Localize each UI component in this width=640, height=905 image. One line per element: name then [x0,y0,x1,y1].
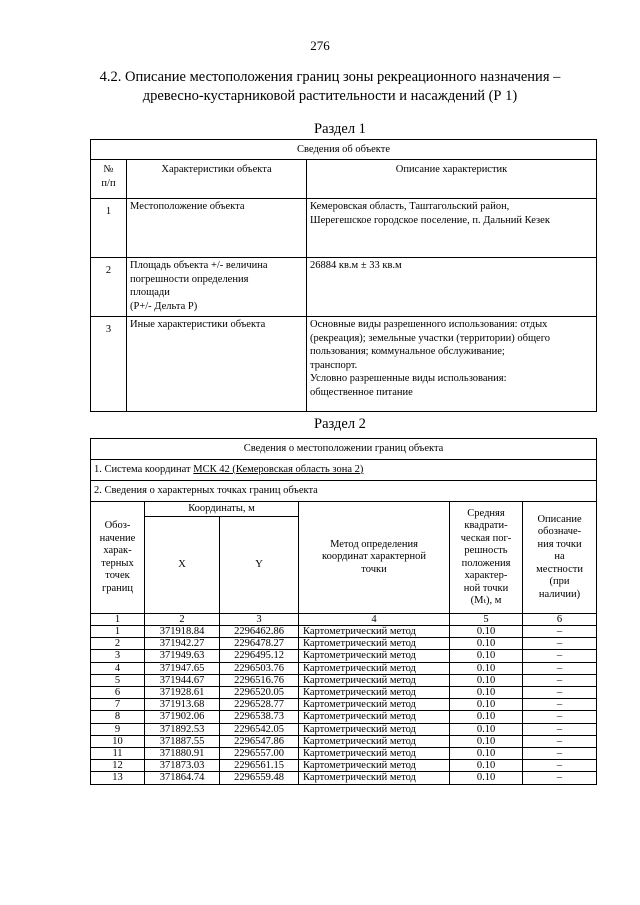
point-mse: 0.10 [450,626,523,638]
col-characteristics-header: Характеристики объекта [127,160,307,199]
table-row [91,626,597,638]
object-info-header: Сведения об объекте [91,140,597,160]
column-index: 3 [220,614,299,626]
header-line: Описание [537,513,582,525]
header-line: (при [549,576,570,588]
col-y-header: Y [220,517,299,614]
header-line: координат характерной [322,551,426,563]
row-description: 26884 кв.м ± 33 кв.м [307,258,597,317]
point-method: Картометрический метод [299,687,450,699]
col-method-header [299,502,450,614]
row-characteristic [127,258,307,317]
boundary-info-header: Сведения о местоположении границ объекта [91,439,597,460]
description-line: Условно разрешенные виды использования: [310,373,507,384]
point-number: 8 [91,711,145,723]
header-line: Обоз- [104,520,131,531]
point-number: 1 [91,626,145,638]
point-mse: 0.10 [450,748,523,760]
point-number: 10 [91,735,145,747]
col-number-header [91,160,127,199]
point-x: 371918.84 [145,626,220,638]
row-description [307,317,597,412]
table-row [91,723,597,735]
column-index: 1 [91,614,145,626]
point-method: Картометрический метод [299,626,450,638]
row-number: 3 [91,317,127,412]
header-line: обозначе- [537,526,582,538]
table-row [91,650,597,662]
description-line: Кемеровская область, Таштагольский район, [310,201,510,212]
point-mse: 0.10 [450,735,523,747]
point-method: Картометрический метод [299,748,450,760]
header-line: (Mₜ), м [470,595,502,606]
table-row [91,258,597,317]
row-number: 1 [91,199,127,258]
point-mse: 0.10 [450,772,523,784]
section-1-title: Раздел 1 [314,121,366,137]
point-y: 2296547.86 [220,735,299,747]
description-line: (рекреация); земельные участки (территории) общего [310,332,551,344]
table-row [91,638,597,650]
header-line: точки [361,563,387,575]
point-mse: 0.10 [450,760,523,772]
point-y: 2296520.05 [220,687,299,699]
coordinate-system-row [91,460,597,481]
document-title-line-2: древесно-кустарниковой растительности и насаждений (Р 1) [142,88,518,104]
point-description: – [523,674,597,686]
row-characteristic: Местоположение объекта [127,199,307,258]
point-x: 371864.74 [145,772,220,784]
header-line: точек [105,570,130,581]
point-method: Картометрический метод [299,711,450,723]
column-index: 4 [299,614,450,626]
point-y: 2296478.27 [220,638,299,650]
point-mse: 0.10 [450,650,523,662]
table-row [91,699,597,711]
point-method: Картометрический метод [299,674,450,686]
point-description: – [523,699,597,711]
point-number: 7 [91,699,145,711]
point-description: – [523,711,597,723]
page-number: 276 [310,38,330,53]
description-line: Основные виды разрешенного использования: отдых [310,319,548,330]
point-y: 2296462.86 [220,626,299,638]
point-number: 3 [91,650,145,662]
point-x: 371892.53 [145,723,220,735]
col-x-header: X [145,517,220,614]
table-row [91,711,597,723]
characteristic-line: (Р+/- Дельта Р) [130,300,198,312]
point-x: 371942.27 [145,638,220,650]
point-method: Картометрический метод [299,723,450,735]
points-header-row: 2. Сведения о характерных точках границ объекта [91,481,597,502]
point-y: 2296516.76 [220,674,299,686]
section-2-title: Раздел 2 [314,416,366,432]
header-line: на [554,551,565,563]
point-y: 2296503.76 [220,662,299,674]
table-row [91,662,597,674]
point-description: – [523,760,597,772]
point-description: – [523,638,597,650]
col-description-header: Описание характеристик [307,160,597,199]
point-method: Картометрический метод [299,650,450,662]
description-line: транспорт. [310,359,358,371]
header-line: местности [536,563,583,575]
point-mse: 0.10 [450,711,523,723]
header-line: харак- [103,545,132,556]
point-description: – [523,662,597,674]
point-number: 12 [91,760,145,772]
point-x: 371880.91 [145,748,220,760]
table-row [91,772,597,784]
point-mse: 0.10 [450,723,523,735]
point-description: – [523,723,597,735]
point-y: 2296495.12 [220,650,299,662]
header-line: терных [101,557,134,569]
header-line: положения [461,557,511,569]
point-method: Картометрический метод [299,760,450,772]
boundary-points-table [90,438,597,785]
header-line: решность [464,545,508,556]
point-mse: 0.10 [450,699,523,711]
table-row [91,748,597,760]
col-number-line-2: п/п [101,177,116,189]
table-row [91,317,597,412]
point-method: Картометрический метод [299,662,450,674]
table-row [91,687,597,699]
description-line: общественное питание [310,386,413,398]
header-line: ческая пог- [460,532,512,544]
header-line: начение [99,532,136,544]
document-title-line-1: 4.2. Описание местоположения границ зоны рекреационного назначения – [99,69,561,85]
point-number: 11 [91,748,145,760]
header-line: характер- [464,570,508,581]
column-index-row [91,614,597,626]
point-x: 371949.63 [145,650,220,662]
point-x: 371944.67 [145,674,220,686]
point-description: – [523,650,597,662]
point-y: 2296538.73 [220,711,299,723]
point-x: 371902.06 [145,711,220,723]
object-info-table [90,139,597,412]
characteristic-line: погрешности определения [130,273,249,285]
point-number: 2 [91,638,145,650]
document-title [60,68,600,106]
col-coordinates-header: Координаты, м [145,502,299,517]
characteristic-line: площади [130,287,170,298]
point-mse: 0.10 [450,687,523,699]
point-number: 9 [91,723,145,735]
header-line: Метод определения [330,538,418,550]
point-x: 371873.03 [145,760,220,772]
row-number: 2 [91,258,127,317]
row-description [307,199,597,258]
point-number: 13 [91,772,145,784]
point-mse: 0.10 [450,662,523,674]
point-method: Картометрический метод [299,772,450,784]
header-line: наличии) [538,588,581,600]
point-method: Картометрический метод [299,735,450,747]
point-mse: 0.10 [450,674,523,686]
point-y: 2296528.77 [220,699,299,711]
col-point-description-header [523,502,597,614]
col-mse-header [450,502,523,614]
description-line: Шерегешское городское поселение, п. Дальний Кезек [310,214,550,226]
point-number: 5 [91,674,145,686]
point-x: 371947.65 [145,662,220,674]
row-characteristic: Иные характеристики объекта [127,317,307,412]
point-x: 371928.61 [145,687,220,699]
description-line: пользования; коммунальное обслуживание; [310,346,505,357]
header-line: Средняя [467,507,505,519]
column-index: 5 [450,614,523,626]
point-x: 371887.55 [145,735,220,747]
characteristic-line: Площадь объекта +/- величина [130,260,268,271]
header-line: ной точки [463,582,509,594]
table-row [91,199,597,258]
point-number: 6 [91,687,145,699]
point-mse: 0.10 [450,638,523,650]
point-method: Картометрический метод [299,638,450,650]
points-body [91,626,597,785]
table-row [91,760,597,772]
point-number: 4 [91,662,145,674]
header-line: квадрати- [464,520,508,531]
col-designation-header [91,502,145,614]
table-row [91,735,597,747]
point-y: 2296542.05 [220,723,299,735]
point-y: 2296559.48 [220,772,299,784]
point-y: 2296561.15 [220,760,299,772]
point-description: – [523,748,597,760]
col-number-line-1: № [103,164,114,175]
header-line: ния точки [537,538,582,550]
table-row [91,674,597,686]
coordinate-system-name: МСК 42 (Кемеровская область зона 2) [193,463,364,475]
column-index: 2 [145,614,220,626]
point-description: – [523,735,597,747]
point-x: 371913.68 [145,699,220,711]
point-y: 2296557.00 [220,748,299,760]
header-line: границ [101,582,134,594]
column-index: 6 [523,614,597,626]
point-description: – [523,626,597,638]
coordinate-system-prefix: 1. Система координат [94,463,194,475]
point-description: – [523,772,597,784]
point-method: Картометрический метод [299,699,450,711]
point-description: – [523,687,597,699]
